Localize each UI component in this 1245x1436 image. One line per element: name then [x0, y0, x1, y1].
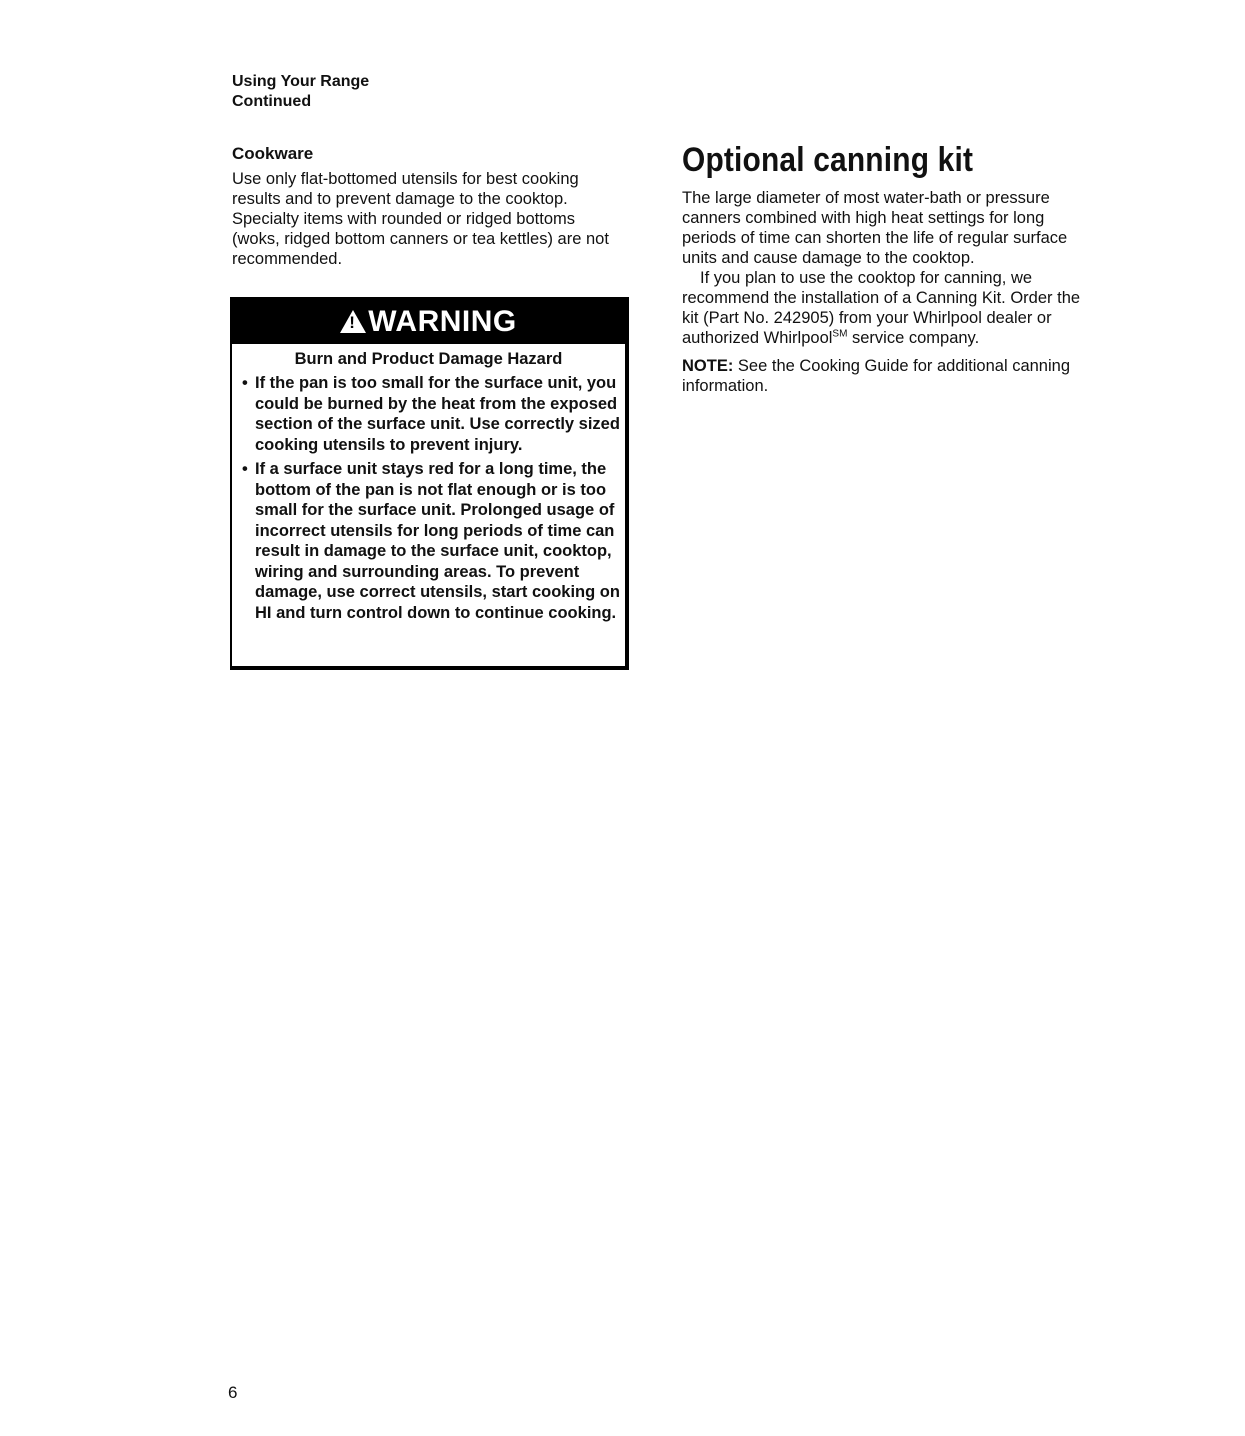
- canning-paragraph-2: [682, 268, 1082, 348]
- warning-box: [230, 297, 629, 670]
- bullet-icon: •: [242, 374, 248, 392]
- cookware-section: [232, 143, 627, 269]
- note-label: NOTE:: [682, 357, 734, 375]
- canning-section: [682, 140, 1082, 396]
- warning-title: WARNING: [368, 305, 517, 338]
- bullet-icon: •: [242, 460, 248, 478]
- warning-item: [242, 459, 621, 623]
- note-text: See the Cooking Guide for additional canning information.: [682, 357, 1070, 395]
- canning-note: [682, 356, 1082, 396]
- canning-paragraph-2-end: service company.: [847, 329, 980, 347]
- section-header: [232, 72, 369, 112]
- section-title: Using Your Range: [232, 73, 370, 90]
- canning-paragraph-1: The large diameter of most water-bath or pressure canners combined with high heat settings for long periods of time can shorten the life of regular surface units and cause damage to the cooktop.: [682, 189, 1068, 267]
- service-mark-superscript: SM: [832, 328, 848, 340]
- warning-hazard-title: Burn and Product Damage Hazard: [294, 350, 563, 368]
- warning-banner: [232, 300, 625, 344]
- canning-paragraph-2-text: If you plan to use the cooktop for canning, we recommend the installation of a Canning Kit. Order the kit (Part No. 242905) from your Whirlpool dealer or authorized Whirlpool: [682, 269, 1081, 347]
- warning-item: [242, 373, 621, 455]
- cookware-body: Use only flat-bottomed utensils for best cooking results and to prevent damage to the cooktop. Specialty items with rounded or ridged bottoms (woks, ridged bottom canners or tea kettles) are not recommended.: [232, 170, 609, 268]
- warning-item-text: If the pan is too small for the surface unit, you could be burned by the heat from the exposed section of the surface unit. Use correctly sized cooking utensils to prevent injury.: [255, 374, 620, 454]
- page-number: 6: [228, 1383, 238, 1402]
- warning-list: [232, 373, 625, 623]
- warning-item-text: If a surface unit stays red for a long time, the bottom of the pan is not flat enough or is too small for the surface unit. Prolonged usage of incorrect utensils for long periods of time can result in damage to the surface unit, cooktop, wiring and surrounding areas. To prevent damage, use correct utensils, start cooking on HI and turn control down to continue cooking.: [255, 460, 620, 622]
- section-continued-label: Continued: [232, 93, 312, 110]
- canning-title: Optional canning kit: [682, 141, 974, 179]
- cookware-heading: Cookware: [232, 144, 314, 163]
- alert-triangle-icon: [340, 310, 366, 333]
